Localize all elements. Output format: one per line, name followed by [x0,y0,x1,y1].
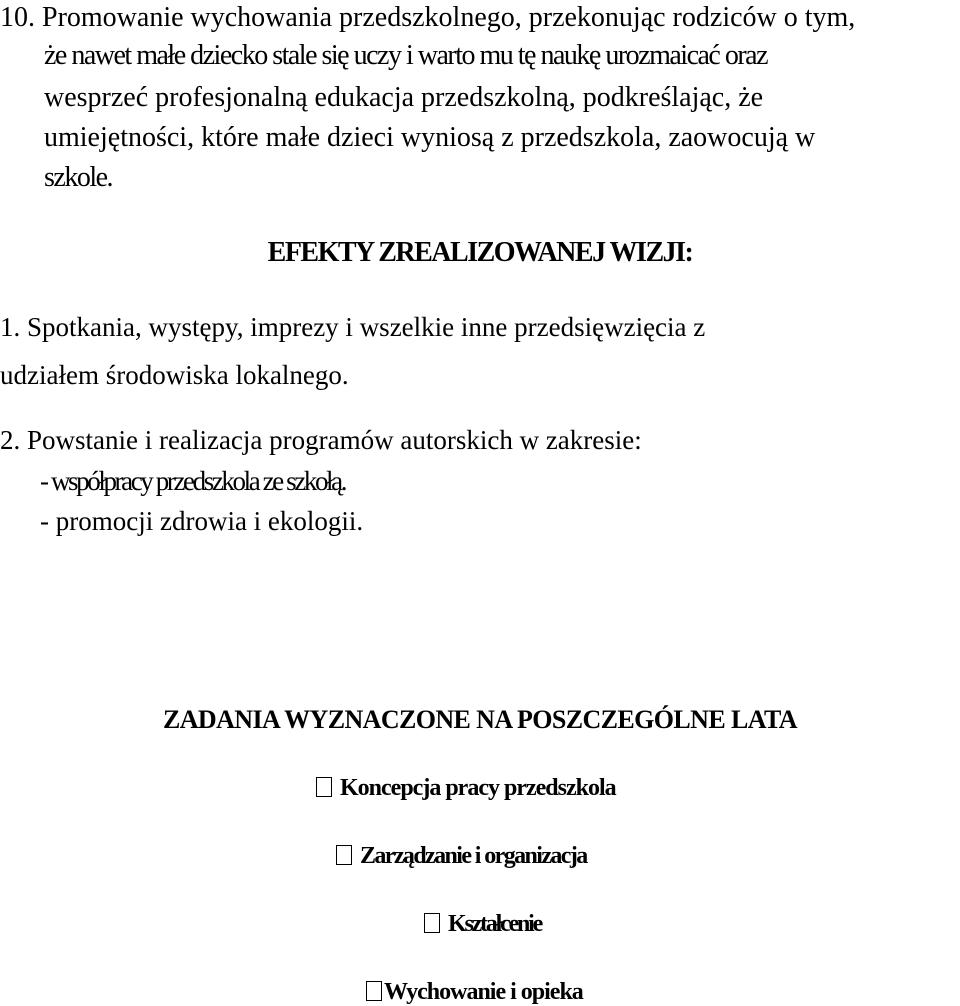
task-item-upbringing [366,980,583,1004]
task-item-label: Zarządzanie i organizacja [360,843,587,869]
effects-item-2-sub-2: - promocji zdrowia i ekologii. [40,506,364,536]
task-item-label: Wychowanie i opieka [384,979,583,1005]
empty-box-icon [366,981,382,1001]
intro-line-3: wesprzeć profesjonalną edukacja przedszkolną, podkreślając, że [44,82,764,113]
tasks-heading: ZADANIA WYZNACZONE NA POSZCZEGÓLNE LATA [163,705,797,734]
intro-line-2: że nawet małe dziecko stale się uczy i warto mu tę naukę urozmaicać oraz [44,40,768,71]
effects-item-1-line-1: 1. Spotkania, występy, imprezy i wszelkie inne przedsięwzięcia z [0,312,706,342]
effects-item-1-line-2: udziałem środowiska lokalnego. [0,360,349,390]
task-item-education [424,912,541,936]
intro-line-5: szkole. [44,162,113,193]
task-item-label: Kształcenie [448,911,542,937]
empty-box-icon [424,913,440,933]
intro-line-1: 10. Promowanie wychowania przedszkolnego, przekonując rodziców o tym, [0,2,856,33]
empty-box-icon [316,777,332,797]
effects-item-2-sub-1: - współpracy przedszkola ze szkołą. [40,466,346,496]
task-item-concept [316,776,616,800]
task-item-management [336,844,587,868]
effects-item-2-line-1: 2. Powstanie i realizacja programów autorskich w zakresie: [0,425,642,455]
effects-heading: EFEKTY ZREALIZOWANEJ WIZJI: [267,237,693,268]
intro-line-4: umiejętności, które małe dzieci wyniosą z przedszkola, zaowocują w [44,122,816,153]
task-item-label: Koncepcja pracy przedszkola [340,775,616,801]
empty-box-icon [336,845,352,865]
